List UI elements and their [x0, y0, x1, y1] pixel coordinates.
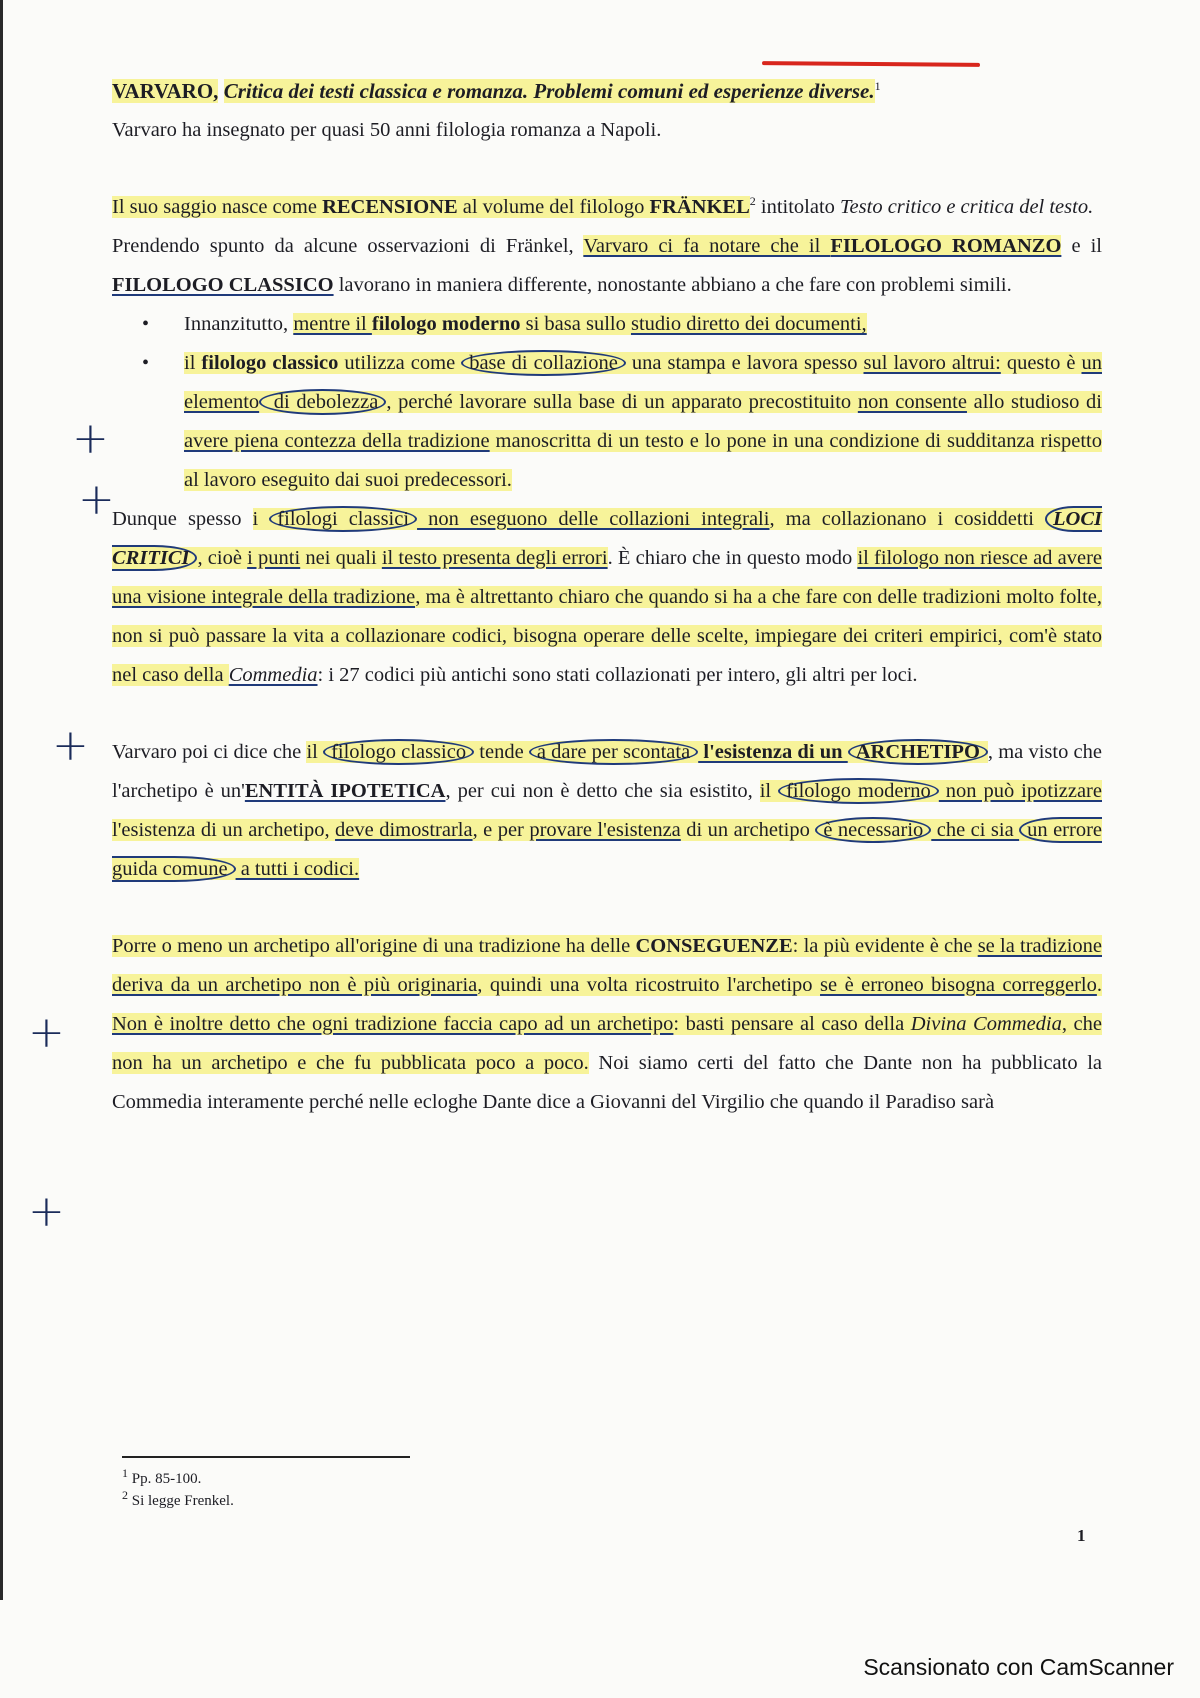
- margin-plus-mark: +: [78, 474, 115, 525]
- book-title: Testo critico e critica del testo.: [840, 196, 1094, 218]
- circled-text: filologo classico: [323, 739, 474, 765]
- text-span: intitolato: [755, 196, 841, 218]
- text-span: il filologo non riesce ad avere una visione integrale della tradizione: [112, 547, 1103, 608]
- text-span: tende: [474, 741, 529, 763]
- text-span: i punti: [247, 547, 301, 569]
- footnote-number: 2: [122, 1488, 128, 1502]
- keyword-filologo-classico: FILOLOGO CLASSICO: [112, 274, 334, 296]
- title-work: Critica dei testi classica e romanza. Problemi comuni ed esperienze diverse.: [223, 79, 875, 103]
- text-span: avere piena contezza della tradizione: [184, 430, 490, 452]
- circled-text: a dare per scontata: [529, 739, 698, 765]
- footnote-item: [122, 1468, 522, 1490]
- text-span: una stampa e lavora spesso: [625, 352, 864, 374]
- text-span: al volume del filologo: [457, 196, 650, 218]
- paragraph-filologi: [112, 227, 1102, 305]
- circled-text: di debolezza: [259, 389, 386, 415]
- text-span: e il: [1061, 235, 1102, 257]
- bullet-item: [184, 305, 1102, 344]
- text-span: Prendendo spunto da alcune osservazioni di Fränkel,: [112, 235, 584, 257]
- text-span: , che non ha un archetipo e che fu pubblicata poco a poco.: [112, 1013, 1103, 1074]
- text-span: l'esistenza di un: [698, 741, 848, 763]
- circled-text: è necessario: [815, 817, 931, 843]
- margin-plus-mark: +: [28, 1186, 65, 1237]
- circled-text: filologi classici: [269, 506, 417, 532]
- text-span: non eseguono delle collazioni integrali: [417, 508, 770, 530]
- text-span: Noi siamo certi del fatto che Dante non ha pubblicato la Commedia interamente perché nelle ecloghe Dante dice a Giovanni del Virgilio che quando il Paradiso sarà: [112, 1052, 1102, 1113]
- text-span: sul lavoro altrui:: [863, 352, 1001, 374]
- footnote-number: 1: [122, 1466, 128, 1480]
- footnotes: [122, 1456, 522, 1512]
- text-span: Il suo saggio nasce come: [112, 196, 323, 218]
- text-span: il: [184, 352, 202, 374]
- keyword-frankel: FRÄNKEL: [649, 196, 750, 218]
- text-span: Varvaro poi ci dice che: [112, 741, 307, 763]
- text-span: il testo presenta degli errori: [381, 547, 608, 569]
- keyword-entita-ipotetica: ENTITÀ IPOTETICA: [244, 780, 446, 802]
- text-span: provare l'esistenza: [529, 819, 681, 841]
- keyword-archetipo: ARCHETIPO: [848, 739, 988, 765]
- text-span: di un archetipo: [680, 819, 816, 841]
- text-span: l'esistenza di un archetipo,: [112, 819, 336, 841]
- text-span: deve dimostrarla: [335, 819, 473, 841]
- margin-plus-mark: +: [52, 720, 89, 771]
- text-span: Dunque spesso: [112, 508, 253, 530]
- keyword-recensione: RECENSIONE: [322, 196, 458, 218]
- text-span: . È chiaro che in questo modo: [607, 547, 858, 569]
- text-span: non consente: [857, 391, 967, 413]
- circled-text: un errore guida comune: [112, 819, 1103, 880]
- text-span: il: [306, 741, 324, 763]
- footnote-ref: 2: [749, 194, 756, 209]
- paragraph-loci-critici: [112, 500, 1102, 695]
- text-span: a tutti i codici.: [235, 858, 360, 880]
- keyword-loci-critici: LOCI CRITICI: [112, 508, 1102, 569]
- text-span: se la tradizione deriva da un archetipo non è più originaria: [112, 935, 1102, 996]
- keyword-filologo-moderno: filologo moderno: [371, 313, 521, 335]
- keyword-filologo-classico: filologo classico: [201, 352, 339, 374]
- text-span: utilizza come: [338, 352, 462, 374]
- red-pen-mark: [762, 61, 980, 67]
- paragraph-recensione: [112, 188, 1102, 227]
- circled-text: base di collazione: [461, 350, 626, 376]
- text-span: , ma è altrettanto chiaro che quando si ha a che fare con delle tradizioni molto folte, non si può passare la vita a collazionare codici, bisogna operare delle scelte, impiegare dei criteri empirici, com'è stato nel caso della: [112, 586, 1102, 686]
- paragraph-archetipo: [112, 733, 1102, 889]
- text-span: mentre il: [293, 313, 372, 335]
- margin-plus-mark: +: [28, 1007, 65, 1058]
- book-title: Divina Commedia: [910, 1013, 1062, 1035]
- text-span: il: [759, 780, 779, 802]
- bullet-list: [112, 305, 1102, 500]
- text-span: , e per: [472, 819, 530, 841]
- intro-line: Varvaro ha insegnato per quasi 50 anni filologia romanza a Napoli.: [112, 119, 662, 141]
- text-span: , per cui non è detto che sia esistito,: [445, 780, 760, 802]
- text-span: manoscritta di un testo e lo pone in una condizione di sudditanza rispetto al lavoro eseguito dai suoi predecessori.: [184, 430, 1102, 491]
- bullet-item: [184, 344, 1102, 500]
- text-span: nei quali: [300, 547, 382, 569]
- text-span: : i 27 codici più antichi sono stati collazionati per intero, gli altri per loci.: [317, 664, 918, 686]
- title-author: VARVARO,: [112, 79, 219, 103]
- text-span: : basti pensare al caso della: [673, 1013, 911, 1035]
- text-span: Innanzitutto,: [184, 313, 294, 335]
- circled-text: filologo moderno: [778, 778, 939, 804]
- text-span: i: [252, 508, 270, 530]
- text-span: un elemento: [184, 352, 1102, 413]
- page-number: 1: [1077, 1526, 1086, 1545]
- footnote-text: Si legge Frenkel.: [131, 1493, 234, 1509]
- book-title: Commedia: [228, 664, 318, 686]
- text-span: , cioè: [197, 547, 248, 569]
- text-span: , ma collazionano i cosiddetti: [769, 508, 1046, 530]
- text-span: si basa sullo: [520, 313, 631, 335]
- text-span: lavorano in maniera differente, nonostante abbiano a che fare con problemi simili.: [333, 274, 1012, 296]
- text-span: Non è inoltre detto che ogni tradizione faccia capo ad un archetipo: [112, 1013, 674, 1035]
- text-span: Varvaro ci fa notare che il: [583, 235, 831, 257]
- text-span: : la più evidente è che: [792, 935, 978, 957]
- scan-edge-line: [0, 0, 3, 1600]
- text-span: che ci sia: [931, 819, 1020, 841]
- text-span: .: [1096, 974, 1102, 996]
- text-span: , quindi una volta ricostruito l'archetipo: [477, 974, 821, 996]
- text-span: non può ipotizzare: [938, 780, 1102, 802]
- footnote-text: Pp. 85-100.: [131, 1471, 202, 1487]
- text-span: questo è: [1000, 352, 1082, 374]
- margin-plus-mark: +: [72, 413, 109, 464]
- document-title: [112, 72, 1102, 111]
- scanner-watermark: Scansionato con CamScanner: [863, 1654, 1174, 1680]
- paragraph-conseguenze: [112, 927, 1102, 1122]
- footnote-rule: [122, 1456, 410, 1458]
- document-body: [112, 72, 1102, 1122]
- footnote-ref: 1: [874, 79, 881, 93]
- text-span: se è erroneo bisogna correggerlo: [820, 974, 1097, 996]
- footnote-item: [122, 1490, 522, 1512]
- text-span: Porre o meno un archetipo all'origine di una tradizione ha delle: [112, 935, 636, 957]
- text-span: studio diretto dei documenti,: [630, 313, 867, 335]
- keyword-conseguenze: CONSEGUENZE: [635, 935, 793, 957]
- text-span: allo studioso di: [966, 391, 1102, 413]
- text-span: , perché lavorare sulla base di un apparato precostituito: [386, 391, 858, 413]
- keyword-filologo-romanzo: FILOLOGO ROMANZO: [830, 235, 1062, 257]
- text-span: , ma visto che l'archetipo è un': [112, 741, 1102, 802]
